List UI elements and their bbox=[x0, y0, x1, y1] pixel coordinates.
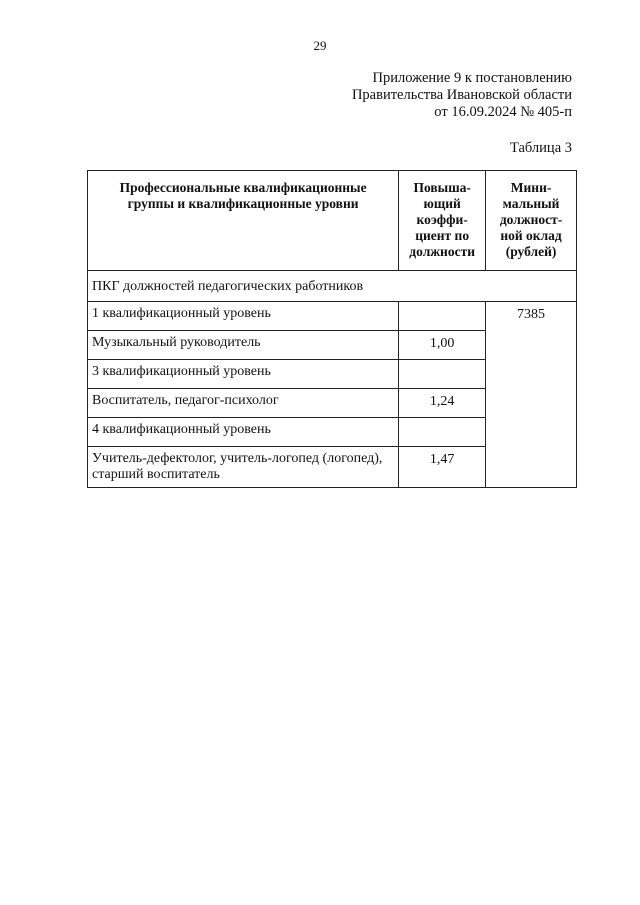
row-name: 3 квалификационный уровень bbox=[88, 360, 399, 389]
row-coef bbox=[399, 418, 486, 447]
table-header-row bbox=[88, 171, 577, 271]
row-name: Музыкальный руководитель bbox=[88, 331, 399, 360]
row-coef: 1,00 bbox=[399, 331, 486, 360]
header-coef-line: коэффи- bbox=[416, 212, 468, 227]
header-salary-line: ной оклад bbox=[500, 228, 562, 243]
appendix-line-1: Приложение 9 к постановлению bbox=[372, 70, 572, 86]
page-number: 29 bbox=[313, 38, 327, 53]
header-coef-line: должности bbox=[409, 244, 475, 259]
header-salary bbox=[486, 171, 577, 271]
header-salary-line: должност- bbox=[499, 212, 563, 227]
row-name: 4 квалификационный уровень bbox=[88, 418, 399, 447]
row-name: 1 квалификационный уровень bbox=[88, 302, 399, 331]
appendix-line-3: от 16.09.2024 № 405-п bbox=[434, 104, 572, 120]
header-coef-line: Повыша- bbox=[413, 180, 471, 195]
appendix-header bbox=[352, 70, 572, 121]
table-row bbox=[88, 302, 577, 331]
row-name: Учитель-дефектолог, учитель-логопед (логопед), старший воспитатель bbox=[88, 447, 399, 488]
appendix-line-2: Правительства Ивановской области bbox=[351, 87, 572, 103]
header-group-line: Профессиональные квалификационные bbox=[119, 180, 367, 195]
row-coef: 1,24 bbox=[399, 389, 486, 418]
row-coef bbox=[399, 302, 486, 331]
header-group-line: группы и квалификационные уровни bbox=[127, 196, 359, 211]
header-salary-line: Мини- bbox=[510, 180, 552, 195]
table-group-row bbox=[88, 271, 577, 302]
header-salary-line: мальный bbox=[502, 196, 560, 211]
group-title: ПКГ должностей педагогических работников bbox=[88, 271, 577, 302]
salary-value: 7385 bbox=[486, 302, 577, 488]
header-coef-line: ющий bbox=[423, 196, 461, 211]
header-group bbox=[88, 171, 399, 271]
header-coef-line: циент по bbox=[415, 228, 470, 243]
header-salary-line: (рублей) bbox=[505, 244, 557, 259]
row-name: Воспитатель, педагог-психолог bbox=[88, 389, 399, 418]
row-coef bbox=[399, 360, 486, 389]
row-coef: 1,47 bbox=[399, 447, 486, 488]
salary-table bbox=[87, 170, 577, 488]
header-coef bbox=[399, 171, 486, 271]
table-label: Таблица 3 bbox=[509, 140, 572, 156]
